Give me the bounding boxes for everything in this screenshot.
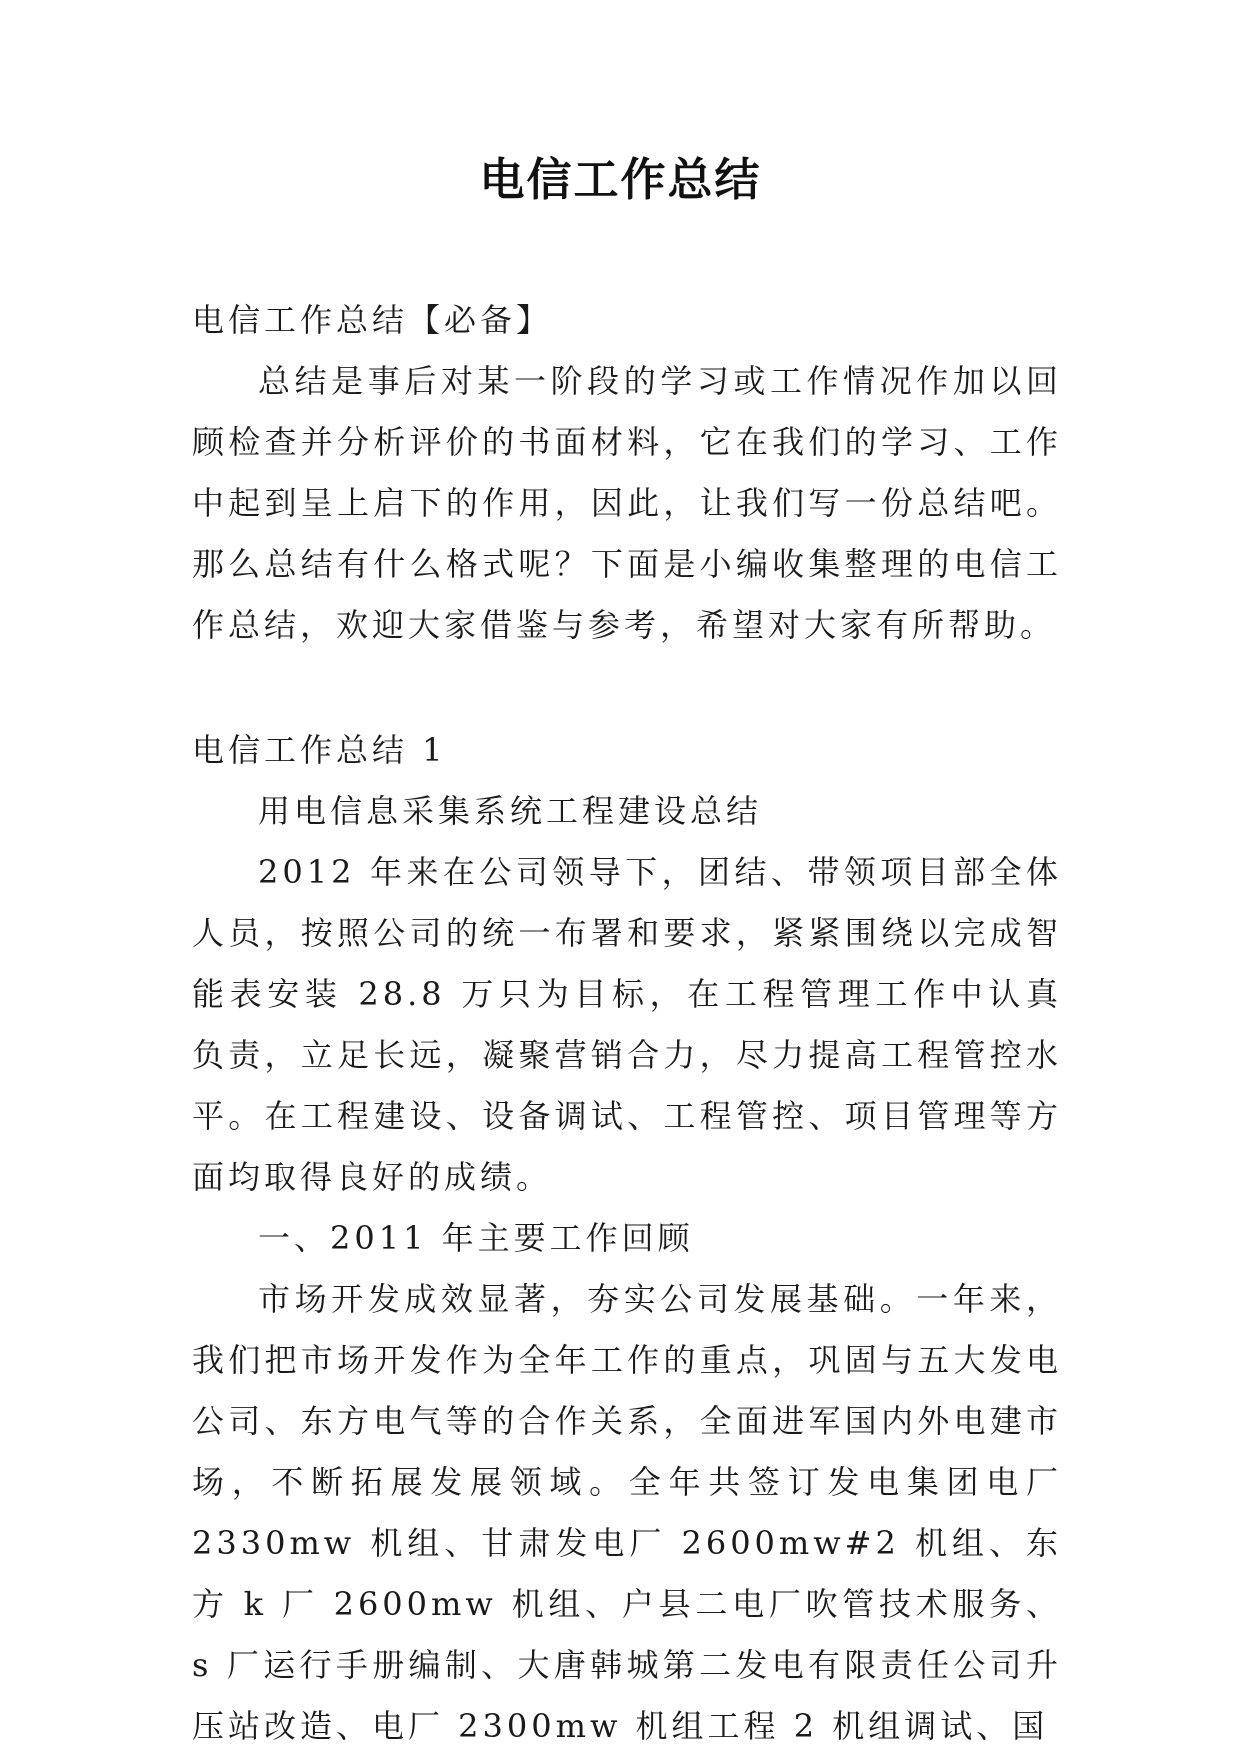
subsection-heading: 电信工作总结 1 [192,731,447,769]
body-paragraph: 2012 年来在公司领导下，团结、带领项目部全体人员，按照公司的统一布署和要求，紧紧围绕以完成智能表安装 28.8 万只为目标，在工程管理工作中认真负责，立足长远，凝聚营销合力，尽力提高工程管控水平。在工程建设、设备调试、工程管控、项目管理等方面均取得良好的成绩。 [192,853,1062,1196]
section-heading: 电信工作总结【必备】 [192,301,553,339]
body-paragraph: 市场开发成效显著，夯实公司发展基础。一年来，我们把市场开发作为全年工作的重点，巩固与五大发电公司、东方电气等的合作关系，全面进军国内外电建市场，不断拓展发展领域。全年共签订发电集团电厂 2330mw 机组、甘肃发电厂 2600mw#2 机组、东方 k 厂 2600mw 机组、户县二电厂吹管技术服务、s 厂运行手册编制、大唐韩城第二发电有限责任公司升压站改造、电厂 2300mw 机组工程 2 机组调试、国 [192,1280,1062,1745]
document-body [192,290,1062,1757]
outline-heading: 一、2011 年主要工作回顾 [258,1219,694,1257]
article-title: 用电信息采集系统工程建设总结 [258,792,763,830]
intro-paragraph: 总结是事后对某一阶段的学习或工作情况作加以回顾检查并分析评价的书面材料，它在我们的学习、工作中起到呈上启下的作用，因此，让我们写一份总结吧。那么总结有什么格式呢？下面是小编收集整理的电信工作总结，欢迎大家借鉴与参考，希望对大家有所帮助。 [192,362,1062,644]
paragraph-spacer [192,656,1062,720]
document-title: 电信工作总结 [479,153,762,206]
